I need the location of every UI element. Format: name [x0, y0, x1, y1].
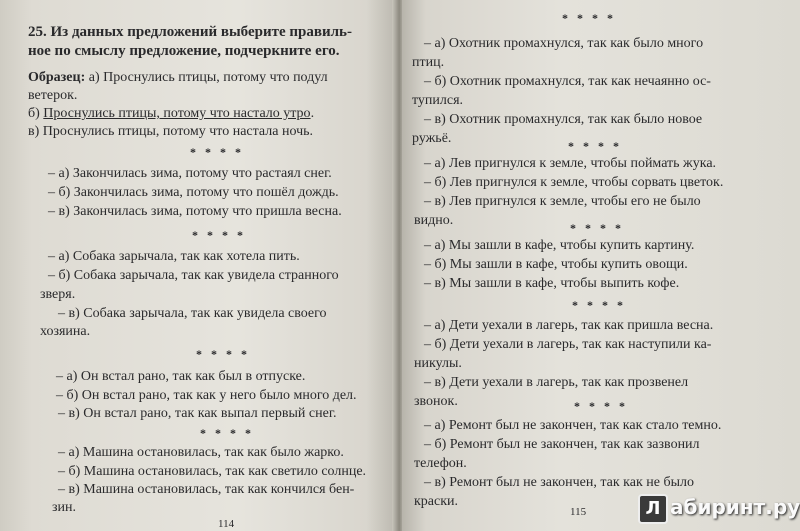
example-option-b-underlined: Проснулись птицы, потому что настало утро — [43, 106, 311, 121]
option-line-cont: птиц. — [412, 55, 445, 70]
option-line: – б) Он встал рано, так как у него было много дел. — [56, 388, 357, 403]
option-line: – а) Ремонт был не закончен, так как стало темно. — [424, 418, 722, 433]
option-line: – а) Собака зарычала, так как хотела пить. — [48, 249, 300, 264]
option-line-cont: ружьё. — [412, 131, 452, 146]
option-line-cont: никулы. — [414, 356, 462, 371]
option-line: – б) Закончилась зима, потому что пошёл дождь. — [48, 185, 339, 200]
example-option-a: а) Проснулись птицы, потому что подул — [85, 70, 328, 85]
option-line: – б) Дети уехали в лагерь, так как наступили ка- — [424, 337, 712, 352]
option-line: – б) Охотник промахнулся, так как нечаянно ос- — [424, 74, 711, 89]
right-page — [402, 0, 800, 531]
example-b-prefix: б) — [28, 106, 44, 121]
exercise-heading-cont: ное по смыслу предложение, подчеркните его. — [28, 43, 340, 59]
separator-stars: * * * * — [200, 426, 254, 440]
example-line-b — [28, 106, 314, 122]
page-number: 114 — [218, 518, 235, 530]
option-line: – б) Лев пригнулся к земле, чтобы сорвать цветок. — [424, 175, 724, 190]
separator-stars: * * * * — [568, 139, 622, 153]
option-line: – в) Собака зарычала, так как увидела своего — [58, 306, 327, 321]
option-line: – в) Закончилась зима, потому что пришла весна. — [48, 204, 342, 219]
labirint-logo-icon: Л — [638, 494, 668, 524]
separator-stars: * * * * — [196, 347, 250, 361]
watermark-text: абиринт.ру — [670, 495, 800, 519]
option-line: – в) Машина остановилась, так как кончился бен- — [58, 482, 355, 497]
option-line-cont: тупился. — [412, 93, 464, 108]
left-page — [0, 0, 398, 531]
option-line-cont: хозяина. — [40, 324, 91, 339]
option-line-cont: телефон. — [414, 456, 467, 471]
option-line: – в) Дети уехали в лагерь, так как прозвенел — [424, 375, 689, 390]
option-line: – а) Лев пригнулся к земле, чтобы поймать жука. — [424, 156, 717, 171]
example-line-a — [28, 70, 328, 86]
separator-stars: * * * * — [562, 11, 616, 25]
option-line-cont: видно. — [414, 213, 454, 228]
option-line: – б) Машина остановилась, так как светило солнце. — [58, 464, 367, 479]
option-line: – в) Он встал рано, так как выпал первый снег. — [58, 406, 337, 421]
option-line-cont: краски. — [414, 494, 459, 509]
page-number: 115 — [570, 506, 587, 518]
separator-stars: * * * * — [572, 298, 626, 312]
option-line: – б) Ремонт был не закончен, так как зазвонил — [424, 437, 700, 452]
separator-stars: * * * * — [190, 145, 244, 159]
option-line: – а) Он встал рано, так как был в отпуске. — [56, 369, 306, 384]
separator-stars: * * * * — [192, 228, 246, 242]
separator-stars: * * * * — [570, 221, 624, 235]
example-option-c: в) Проснулись птицы, потому что настала ночь. — [28, 124, 314, 139]
option-line: – б) Собака зарычала, так как увидела странного — [48, 268, 339, 283]
option-line: – а) Машина остановилась, так как было жарко. — [58, 445, 344, 460]
option-line-cont: зин. — [52, 500, 77, 515]
option-line: – в) Ремонт был не закончен, так как не было — [424, 475, 694, 490]
option-line: – в) Лев пригнулся к земле, чтобы его не было — [424, 194, 701, 209]
example-option-a-cont: ветерок. — [28, 88, 78, 103]
separator-stars: * * * * — [574, 399, 628, 413]
option-line: – б) Мы зашли в кафе, чтобы купить овощи. — [424, 257, 688, 272]
option-line: – а) Закончилась зима, потому что растаял снег. — [48, 166, 332, 181]
option-line-cont: зверя. — [40, 287, 76, 302]
watermark-logo — [638, 492, 798, 522]
option-line: – а) Охотник промахнулся, так как было много — [424, 36, 704, 51]
option-line: – в) Мы зашли в кафе, чтобы выпить кофе. — [424, 276, 680, 291]
option-line: – в) Охотник промахнулся, так как было новое — [424, 112, 703, 127]
option-line-cont: звонок. — [414, 394, 458, 409]
option-line: – а) Дети уехали в лагерь, так как пришла весна. — [424, 318, 714, 333]
example-label: Образец: — [28, 70, 86, 85]
option-line: – а) Мы зашли в кафе, чтобы купить картину. — [424, 238, 695, 253]
exercise-heading: 25. Из данных предложений выберите правиль- — [28, 24, 352, 40]
example-b-suffix: . — [310, 106, 315, 121]
